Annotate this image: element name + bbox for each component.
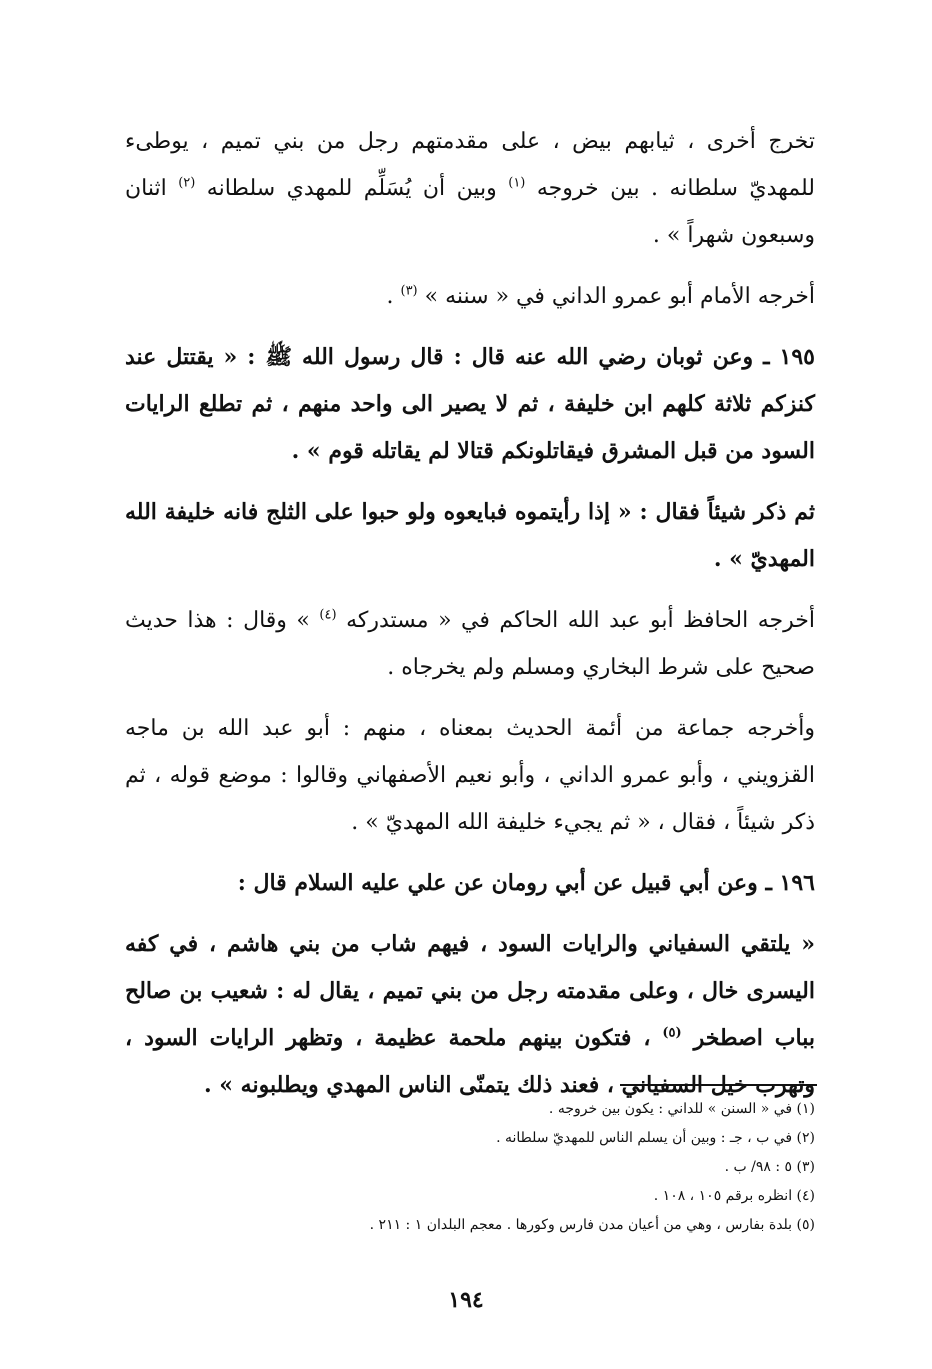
footnote-ref: (١) bbox=[508, 175, 526, 191]
paragraph bbox=[125, 334, 815, 475]
footnote-ref: (٢) bbox=[178, 175, 196, 191]
paragraph bbox=[125, 273, 815, 320]
paragraph-text: ثم ذكر شيئاً فقال : « إذا رأيتموه فبايعوه ولو حبوا على الثلج فانه خليفة الله المهديّ » . bbox=[125, 499, 815, 572]
paragraph-text: وبين أن يُسَلِّم للمهدي سلطانه bbox=[195, 176, 509, 201]
paragraph-text: ، فتكون بينهم ملحمة عظيمة ، وتظهر الرايات السود ، وتهرب خيل السفياني ، فعند ذلك يتمنّى الناس المهدي ويطلبونه » . bbox=[125, 1025, 815, 1098]
footnote: (٢) في ب ، جـ : وبين أن يسلم الناس للمهديّ سلطانه . bbox=[496, 1130, 815, 1146]
paragraph-text: . bbox=[386, 284, 401, 309]
paragraph bbox=[125, 705, 815, 846]
footnote-ref: (٣) bbox=[400, 283, 418, 299]
footnote-ref: (٤) bbox=[319, 607, 337, 623]
page-number: ١٩٤ bbox=[448, 1287, 484, 1313]
footnote: (٣) ٥ : ٩٨/ ب . bbox=[724, 1159, 815, 1175]
paragraph bbox=[125, 118, 815, 259]
paragraph bbox=[125, 489, 815, 583]
footnote: (٤) انظره برقم ١٠٥ ، ١٠٨ . bbox=[653, 1188, 815, 1204]
paragraph-text: ١٩٦ ـ وعن أبي قبيل عن أبي رومان عن علي عليه السلام قال : bbox=[237, 870, 815, 896]
paragraph-text: » وقال : هذا حديث صحيح على شرط البخاري ومسلم ولم يخرجاه . bbox=[125, 608, 815, 680]
footnote: (١) في « السنن » للداني : يكون بين خروجه . bbox=[548, 1101, 815, 1117]
paragraph-text: أخرجه الحافظ أبو عبد الله الحاكم في « مستدركه bbox=[336, 608, 816, 633]
paragraph-text: أخرجه الأمام أبو عمرو الداني في « سننه » bbox=[417, 284, 815, 309]
main-text bbox=[125, 118, 815, 1123]
paragraph-text: اثنان وسبعون شهراً » . bbox=[125, 176, 815, 248]
footnote-divider bbox=[620, 1084, 817, 1086]
paragraph bbox=[125, 597, 815, 691]
paragraph bbox=[125, 860, 815, 907]
paragraph bbox=[125, 921, 815, 1109]
paragraph-text: وأخرجه جماعة من أئمة الحديث بمعناه ، منهم : أبو عبد الله بن ماجه القزويني ، وأبو عمرو الداني ، وأبو نعيم الأصفهاني وقالوا : موضع قوله ، ثم ذكر شيئاً ، فقال ، « ثم يجيء خليفة الله المهديّ » . bbox=[125, 716, 815, 835]
footnote: (٥) بلدة بفارس ، وهي من أعيان مدن فارس وكورها . معجم البلدان ١ : ٢١١ . bbox=[369, 1217, 815, 1233]
footnote-ref: (٥) bbox=[662, 1025, 682, 1041]
paragraph-text: « يلتقي السفياني والرايات السود ، فيهم شاب من بني هاشم ، في كفه اليسرى خال ، وعلى مقدمته رجل من بني تميم ، يقال له : شعيب بن صالح بباب اصطخر bbox=[125, 931, 815, 1051]
paragraph-text: ١٩٥ ـ وعن ثوبان رضي الله عنه قال : قال رسول الله ﷺ : « يقتتل عند كنزكم ثلاثة كلهم ابن خليفة ، ثم لا يصير الى واحد منهم ، ثم تطلع الرايات السود من قبل المشرق فيقاتلونكم قتالا لم يقاتله قوم » . bbox=[125, 344, 815, 464]
footnotes bbox=[200, 1095, 815, 1240]
paragraph-text: تخرج أخرى ، ثيابهم بيض ، على مقدمتهم رجل من بني تميم ، يوطىء للمهديّ سلطانه . بين خروجه bbox=[125, 129, 815, 201]
